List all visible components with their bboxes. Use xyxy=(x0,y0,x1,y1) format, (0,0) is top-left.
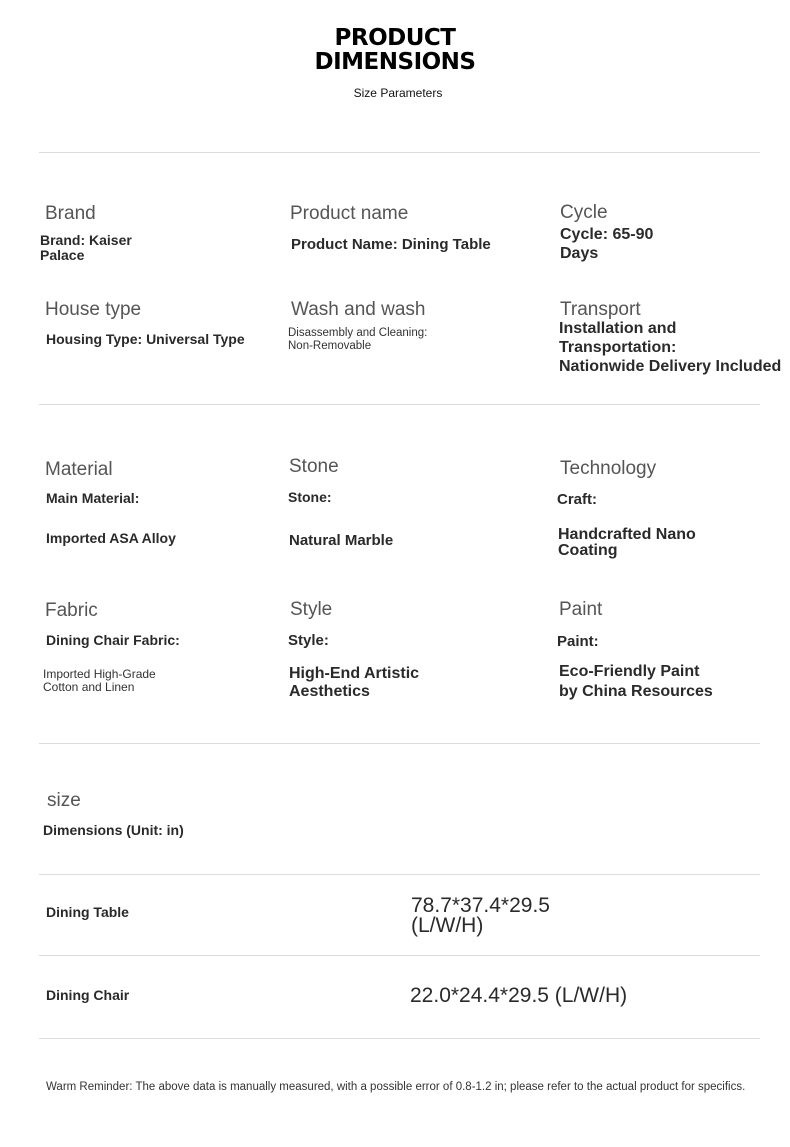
style-title: Style: xyxy=(288,632,329,649)
divider xyxy=(39,1038,760,1039)
material-value: Imported ASA Alloy xyxy=(46,530,176,546)
transport-value: Installation and Transportation: Nationwide Delivery Included xyxy=(559,320,782,375)
paint-label: Paint xyxy=(559,599,603,620)
brand-value: Brand: Kaiser Palace xyxy=(40,232,132,263)
technology-value: Handcrafted Nano Coating xyxy=(558,526,696,559)
cycle-value: Cycle: 65-90 Days xyxy=(560,226,654,262)
title-line-2: DIMENSIONS xyxy=(314,49,476,75)
size-label: size xyxy=(47,790,81,811)
page-subtitle: Size Parameters xyxy=(353,86,443,100)
divider xyxy=(39,404,760,405)
warm-reminder-note: Warm Reminder: The above data is manually measured, with a possible error of 0.8-1.2 in; please refer to the actual product for specifics. xyxy=(46,1081,746,1093)
table-row-name: Dining Table xyxy=(46,904,129,920)
divider xyxy=(39,152,760,153)
brand-label: Brand xyxy=(45,203,96,224)
table-row-name: Dining Chair xyxy=(46,987,130,1003)
wash-label: Wash and wash xyxy=(291,299,426,320)
technology-label: Technology xyxy=(560,458,657,479)
house-type-label: House type xyxy=(45,299,142,320)
paint-value: Eco-Friendly Paint by China Resources xyxy=(559,663,713,700)
product-name-label: Product name xyxy=(290,203,409,224)
table-row-value: 22.0*24.4*29.5 (L/W/H) xyxy=(410,984,628,1007)
house-type-value: Housing Type: Universal Type xyxy=(46,331,245,347)
wash-value: Disassembly and Cleaning: Non-Removable xyxy=(288,327,428,352)
stone-value: Natural Marble xyxy=(289,532,394,549)
fabric-label: Fabric xyxy=(45,600,98,621)
divider xyxy=(39,874,760,875)
page-title xyxy=(0,26,790,74)
stone-title: Stone: xyxy=(288,489,332,505)
material-label: Material xyxy=(45,459,113,480)
divider xyxy=(39,743,760,744)
divider xyxy=(39,955,760,956)
style-label: Style xyxy=(290,599,333,620)
fabric-title: Dining Chair Fabric: xyxy=(46,632,180,648)
cycle-label: Cycle xyxy=(560,202,608,223)
transport-label: Transport xyxy=(560,299,641,320)
product-name-value: Product Name: Dining Table xyxy=(291,236,491,253)
size-unit-text: Dimensions (Unit: in) xyxy=(43,822,184,838)
technology-title: Craft: xyxy=(557,491,597,508)
style-value: High-End Artistic Aesthetics xyxy=(289,665,420,700)
table-row-value: 78.7*37.4*29.5 (L/W/H) xyxy=(411,894,550,937)
title-line-1: PRODUCT xyxy=(334,25,456,51)
fabric-value: Imported High-Grade Cotton and Linen xyxy=(43,667,156,694)
material-title: Main Material: xyxy=(46,490,140,506)
paint-title: Paint: xyxy=(557,633,599,650)
stone-label: Stone xyxy=(289,456,339,477)
